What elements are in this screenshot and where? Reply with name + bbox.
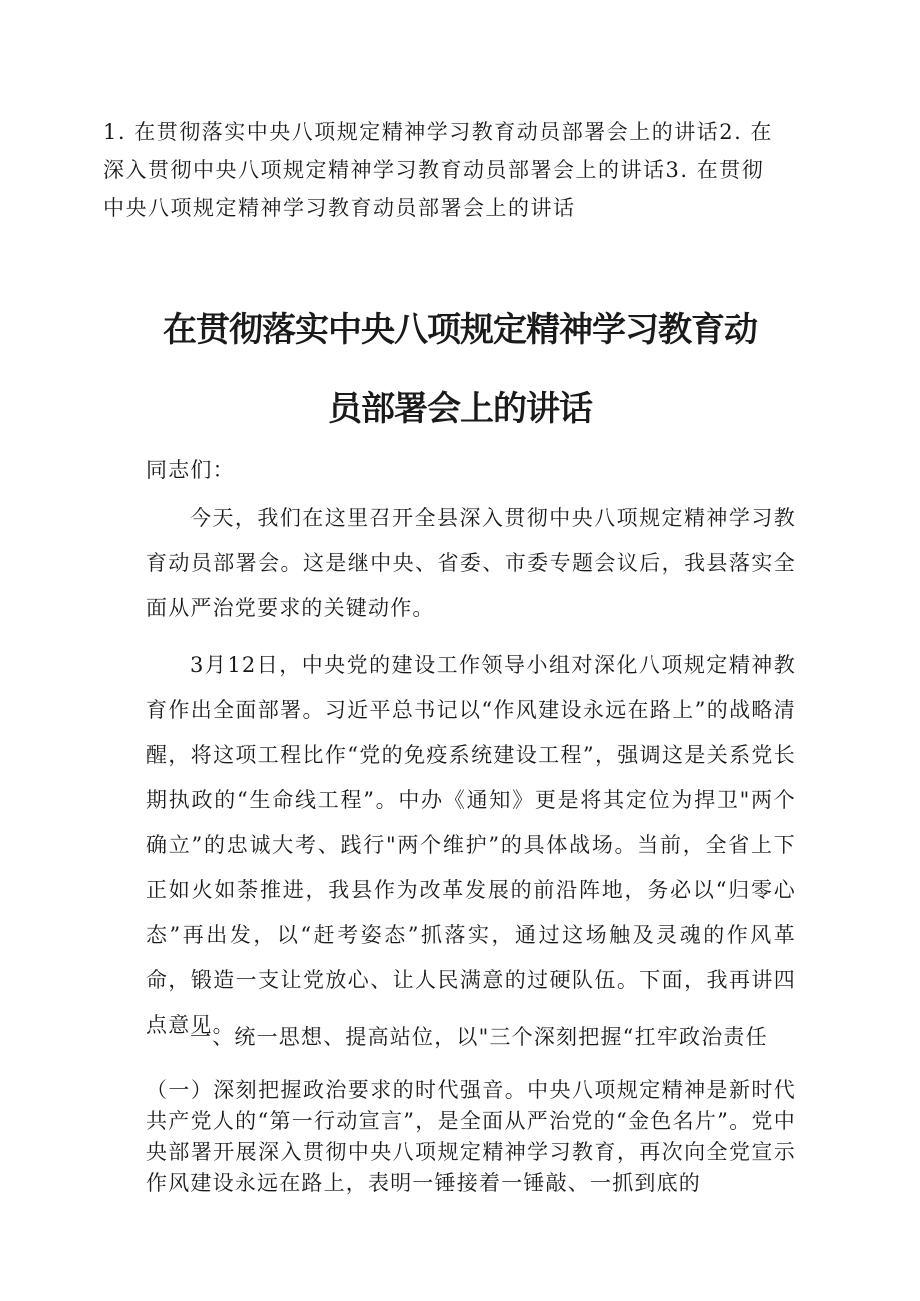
paragraph-background: 3月12日，中央党的建设工作领导小组对深化八项规定精神教育作出全面部署。习近平总书记以“作风建设永远在路上”的战略清醒，将这项工程比作“党的免疫系统建设工程”，强调这是关系党长期执政的“生命线工程”。中办《通知》更是将其定位为捍卫"两个确立”的忠诚大考、践行"两个维护”的具体战场。当前，全省上下正如火如荼推进，我县作为改革发展的前沿阵地，务必以“归零心态”再出发，以“赶考姿态”抓落实，通过这场触及灵魂的作风革命，锻造一支让党放心、让人民满意的过硬队伍。下面，我再讲四点意见。: [146, 653, 796, 1037]
subsection-paragraph: （一）深刻把握政治要求的时代强音。中央八项规定精神是新时代共产党人的“第一行动宣言”，是全面从严治党的“金色名片”。党中央部署开展深入贯彻中央八项规定精神学习教育，再次向全党宣示作风建设永远在路上，表明一锤接着一锤敲、一抓到底的: [146, 1078, 796, 1195]
document-title-line-1: 在贯彻落实中央八项规定精神学习教育动: [163, 310, 757, 350]
table-of-contents: 1. 在贯彻落实中央八项规定精神学习教育动员部署会上的讲话2. 在深入贯彻中央八项规定精神学习教育动员部署会上的讲话3. 在贯彻中央八项规定精神学习教育动员部署会上的讲话: [103, 120, 773, 220]
document-title-line-2: 员部署会上的讲话: [328, 389, 592, 429]
section-heading: 一、统一思想、提高站位，以"三个深刻把握“扛牢政治责任: [190, 1025, 768, 1049]
paragraph-intro: 今天，我们在这里召开全县深入贯彻中央八项规定精神学习教育动员部署会。这是继中央、省委、市委专题会议后，我县落实全面从严治党要求的关键动作。: [146, 506, 796, 620]
salutation: 同志们：: [146, 458, 235, 482]
